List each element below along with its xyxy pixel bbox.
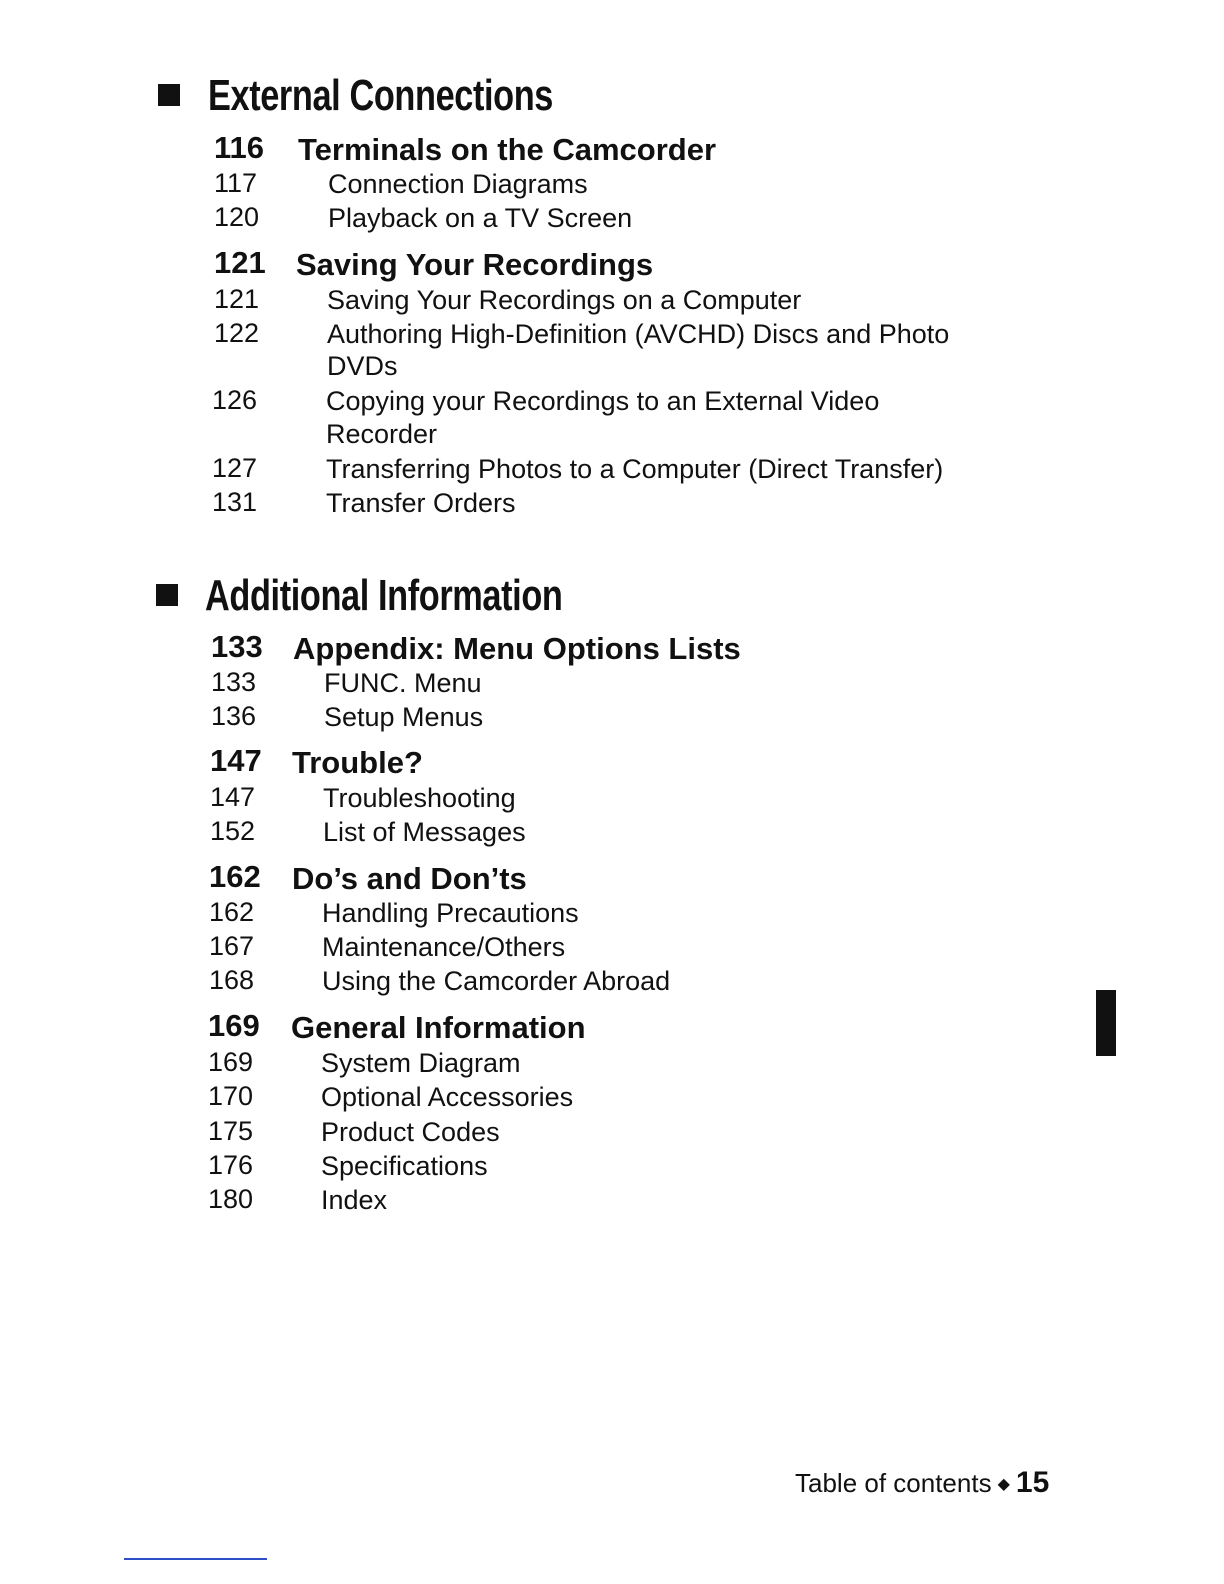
toc-item-title: Transferring Photos to a Computer (Direct Transfer)	[326, 454, 944, 484]
toc-item-title-continued: Recorder	[326, 419, 438, 449]
toc-item-page: 126	[212, 385, 258, 415]
toc-item-title: Connection Diagrams	[328, 169, 588, 199]
toc-item-title: Using the Camcorder Abroad	[322, 966, 671, 996]
toc-chapter-page: 121	[214, 245, 266, 280]
toc-item-title: Playback on a TV Screen	[328, 203, 633, 233]
toc-item-page: 170	[208, 1081, 254, 1111]
page-footer	[795, 1466, 1049, 1500]
toc-item-page: 121	[214, 284, 260, 314]
toc-item-title: Index	[321, 1185, 388, 1215]
toc-item-page: 136	[211, 701, 257, 731]
toc-chapter-title: Terminals on the Camcorder	[298, 132, 717, 167]
toc-chapter-page: 162	[209, 859, 261, 894]
toc-item-page: 175	[208, 1116, 254, 1146]
bottom-rule	[124, 1558, 267, 1560]
toc-item-title: Setup Menus	[324, 702, 484, 732]
toc-chapter-title: Appendix: Menu Options Lists	[293, 631, 741, 666]
toc-item-title: FUNC. Menu	[324, 668, 482, 698]
toc-item-title: Maintenance/Others	[322, 932, 566, 962]
toc-item-title: Specifications	[321, 1151, 488, 1181]
toc-item-page: 168	[209, 965, 255, 995]
toc-item-title: Optional Accessories	[321, 1082, 574, 1112]
toc-item-title: Troubleshooting	[323, 783, 516, 813]
toc-item-page: 131	[212, 487, 258, 517]
toc-item-title: Copying your Recordings to an External Video	[326, 386, 880, 416]
toc-chapter-page: 116	[214, 130, 265, 165]
toc-item-page: 133	[211, 667, 257, 697]
toc-item-title: Authoring High-Definition (AVCHD) Discs and Photo	[327, 319, 950, 349]
toc-item-page: 152	[210, 816, 256, 846]
toc-item-page: 127	[212, 453, 258, 483]
toc-item-page: 117	[214, 168, 258, 198]
section-edge-tab	[1096, 990, 1116, 1056]
toc-item-page: 122	[214, 318, 260, 348]
section-bullet-icon	[158, 84, 180, 106]
toc-item-page: 167	[209, 931, 255, 961]
toc-chapter-title: Saving Your Recordings	[296, 247, 654, 282]
toc-item-page: 147	[210, 782, 256, 812]
diamond-separator-icon: ◆	[997, 1476, 1010, 1493]
toc-item-page: 176	[208, 1150, 254, 1180]
toc-chapter-title: Do’s and Don’ts	[292, 861, 527, 896]
toc-chapter-title: Trouble?	[292, 745, 423, 780]
section-bullet-icon	[156, 584, 178, 606]
section-title: Additional Information	[205, 571, 563, 620]
page-number: 15	[1015, 1466, 1050, 1499]
toc-item-title: Saving Your Recordings on a Computer	[327, 285, 802, 315]
toc-item-title: Transfer Orders	[326, 488, 516, 518]
toc-item-page: 162	[209, 897, 255, 927]
footer-label: Table of contents	[795, 1468, 992, 1498]
toc-item-page: 180	[208, 1184, 254, 1214]
toc-item-title: System Diagram	[321, 1048, 521, 1078]
toc-chapter-page: 133	[211, 629, 263, 664]
toc-chapter-title: General Information	[291, 1010, 586, 1045]
toc-item-title: Handling Precautions	[322, 898, 579, 928]
toc-item-title-continued: DVDs	[327, 351, 398, 381]
toc-item-title: Product Codes	[321, 1117, 500, 1147]
toc-chapter-page: 147	[210, 743, 262, 778]
toc-item-page: 120	[214, 202, 260, 232]
toc-chapter-page: 169	[208, 1008, 260, 1043]
section-title: External Connections	[208, 71, 554, 120]
toc-item-page: 169	[208, 1047, 254, 1077]
toc-item-title: List of Messages	[323, 817, 526, 847]
